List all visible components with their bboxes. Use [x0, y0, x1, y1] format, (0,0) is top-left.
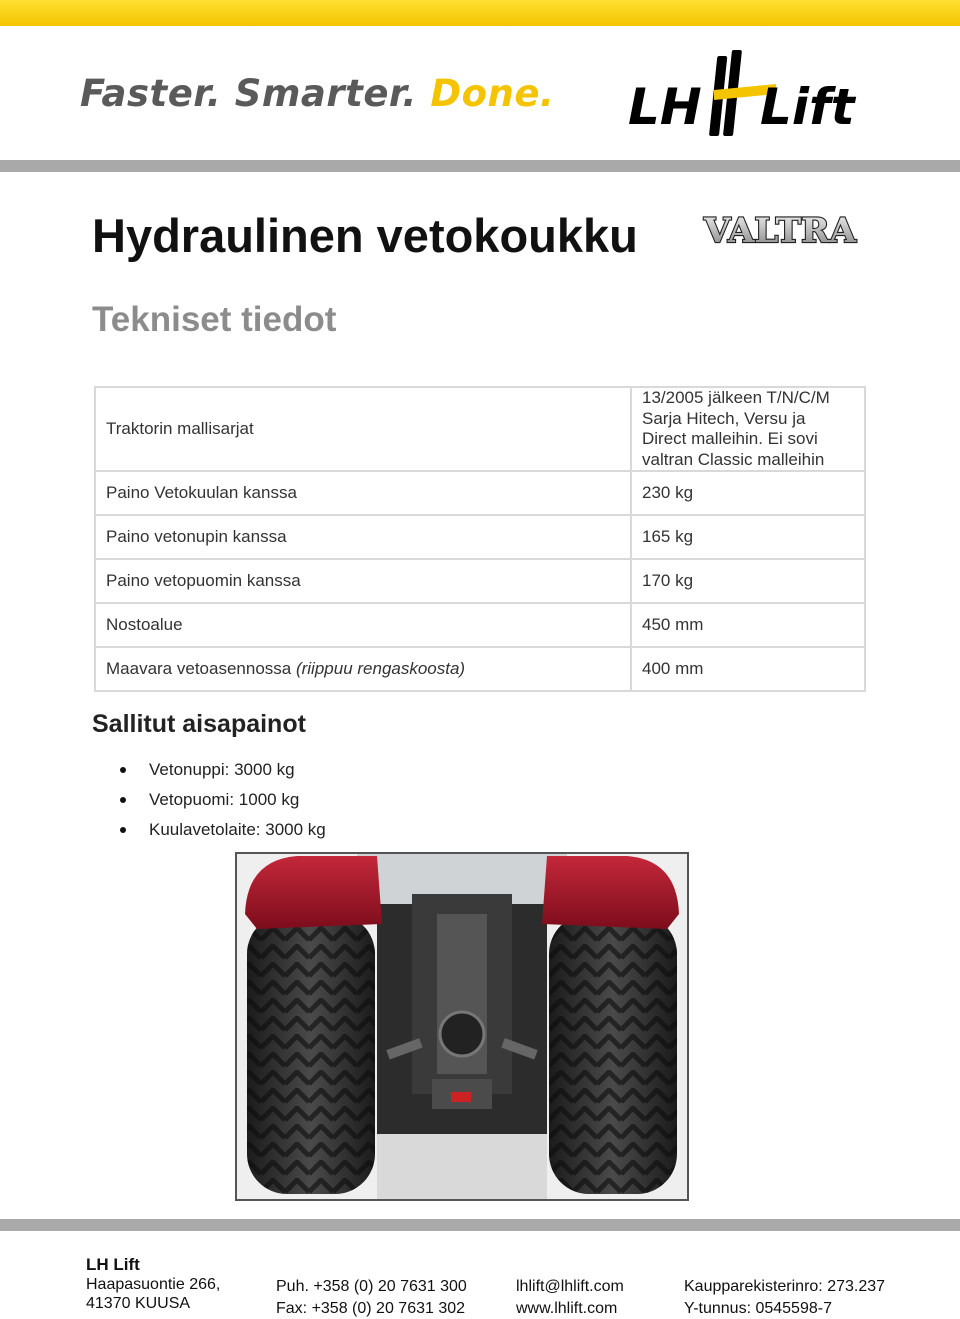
footer-divider [0, 1219, 960, 1231]
footer-street: Haapasuontie 266, [86, 1276, 221, 1293]
footer-business-id: Y-tunnus: 0545598-7 [684, 1300, 832, 1317]
bullet-icon [120, 827, 126, 833]
spec-note: (riippuu rengaskoosta) [295, 659, 466, 678]
right-tire-icon [549, 914, 677, 1194]
table-row [95, 515, 865, 559]
tagline [80, 72, 554, 115]
bullet-icon [120, 767, 126, 773]
spec-value: 170 kg [631, 559, 865, 603]
spec-value: 230 kg [631, 471, 865, 515]
spec-label: Maavara vetoasennossa (riippuu rengaskoosta) [95, 647, 631, 691]
loads-list [120, 760, 326, 850]
footer-city: 41370 KUUSA [86, 1295, 191, 1312]
spec-label: Nostoalue [95, 603, 631, 647]
lh-lift-logo [626, 50, 871, 142]
spec-table [94, 386, 866, 692]
footer-phone: Puh. +358 (0) 20 7631 300 [276, 1278, 467, 1295]
top-accent-strip [0, 0, 960, 26]
spec-label: Paino vetonupin kanssa [95, 515, 631, 559]
spec-value: 13/2005 jälkeen T/N/C/M Sarja Hitech, Versu ja Direct malleihin. Ei sovi valtran Classic malleihin [631, 387, 865, 471]
spec-value: 400 mm [631, 647, 865, 691]
valtra-logo-text: VALTRA [702, 211, 857, 251]
table-row [95, 471, 865, 515]
logo-text-lift: Lift [760, 78, 855, 136]
spec-value: 165 kg [631, 515, 865, 559]
spec-label: Paino Vetokuulan kanssa [95, 471, 631, 515]
list-item: Vetopuomi: 1000 kg [120, 790, 326, 820]
list-item: Vetonuppi: 3000 kg [120, 760, 326, 790]
tagline-done: Done. [430, 72, 555, 115]
list-item: Kuulavetolaite: 3000 kg [120, 820, 326, 850]
spec-value: 450 mm [631, 603, 865, 647]
footer-website: www.lhlift.com [516, 1300, 618, 1317]
table-row [95, 603, 865, 647]
page-title: Hydraulinen vetokoukku [92, 209, 638, 262]
table-row [95, 647, 865, 691]
footer-fax: Fax: +358 (0) 20 7631 302 [276, 1300, 466, 1317]
table-row [95, 387, 865, 471]
header-divider [0, 160, 960, 172]
logo-text-lh: LH [628, 78, 702, 136]
spec-label: Traktorin mallisarjat [95, 387, 631, 471]
page-subtitle: Tekniset tiedot [92, 300, 337, 339]
left-tire-icon [247, 914, 375, 1194]
table-row [95, 559, 865, 603]
bullet-icon [120, 797, 126, 803]
tractor-hitch-photo [235, 852, 689, 1201]
footer-company: LH Lift [86, 1255, 140, 1274]
loads-heading: Sallitut aisapainot [92, 710, 306, 738]
valtra-logo [700, 208, 860, 252]
footer-trade-register: Kaupparekisterinro: 273.237 [684, 1278, 886, 1295]
footer-email: lhlift@lhlift.com [516, 1278, 624, 1295]
tagline-smarter: Smarter. [234, 72, 417, 115]
spec-label: Paino vetopuomin kanssa [95, 559, 631, 603]
tagline-faster: Faster. [80, 72, 222, 115]
